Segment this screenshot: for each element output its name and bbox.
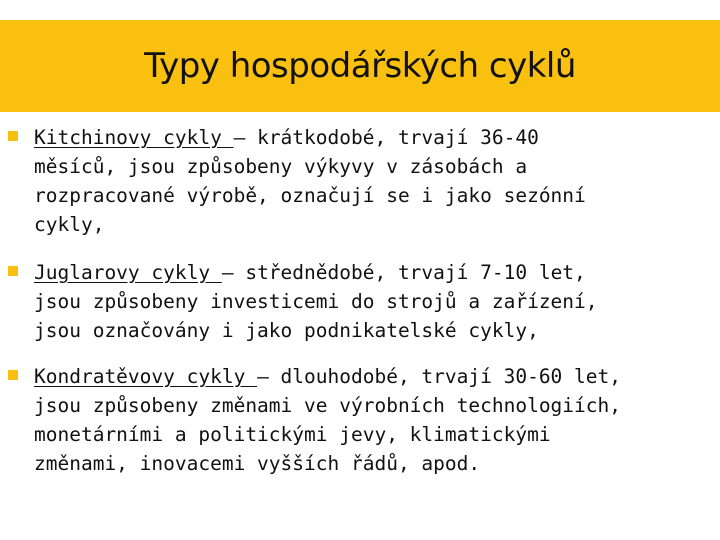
- bullet-line: [34, 123, 708, 152]
- bullet-item-kondratev: [8, 362, 708, 478]
- bullet-line: jsou způsobeny investicemi do strojů a zařízení,: [34, 290, 598, 313]
- title-bar: [0, 20, 720, 112]
- bullet-line: jsou způsobeny změnami ve výrobních technologiích,: [34, 394, 621, 417]
- slide-title: Typy hospodářských cyklů: [144, 46, 576, 86]
- bullet-square-icon: [8, 370, 18, 380]
- bullet-term: Kitchinovy cykly: [34, 126, 234, 149]
- bullet-line: cykly,: [34, 213, 105, 236]
- bullet-line: monetárními a politickými jevy, klimatickými: [34, 423, 551, 446]
- bullet-line-rest: – krátkodobé, trvají 36-40: [233, 126, 539, 149]
- bullet-text: [34, 258, 708, 345]
- bullet-line: měsíců, jsou způsobeny výkyvy v zásobách a: [34, 155, 528, 178]
- bullet-square-icon: [8, 131, 18, 141]
- bullet-text: [34, 123, 708, 239]
- bullet-line-rest: – střednědobé, trvají 7-10 let,: [221, 261, 586, 284]
- bullet-term: Juglarovy cykly: [34, 261, 222, 284]
- bullet-text: [34, 362, 708, 478]
- bullet-line-rest: – dlouhodobé, trvají 30-60 let,: [257, 365, 622, 388]
- bullet-line: změnami, inovacemi vyšších řádů, apod.: [34, 452, 481, 475]
- bullet-item-juglar: [8, 258, 708, 345]
- bullet-item-kitchin: [8, 123, 708, 239]
- bullet-line: [34, 258, 708, 287]
- bullet-line: [34, 362, 708, 391]
- bullet-line: jsou označovány i jako podnikatelské cykly,: [34, 319, 539, 342]
- bullet-square-icon: [8, 266, 18, 276]
- bullet-term: Kondratěvovy cykly: [34, 365, 258, 388]
- bullet-line: rozpracované výrobě, označují se i jako sezónní: [34, 184, 586, 207]
